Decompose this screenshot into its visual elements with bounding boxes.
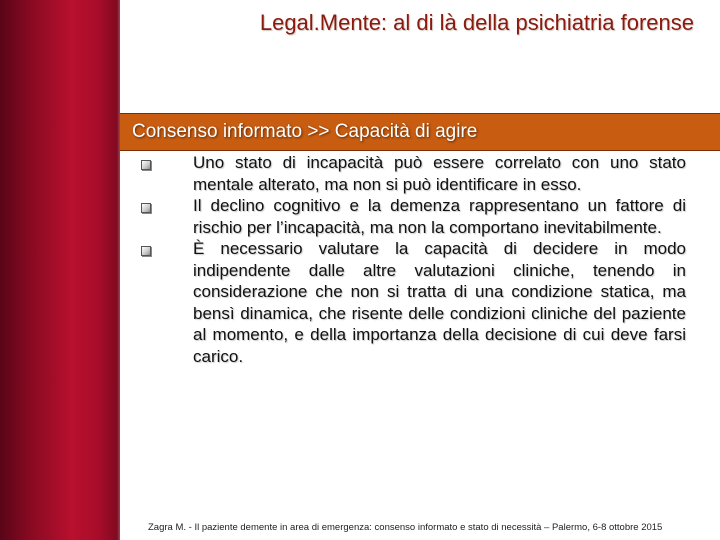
slide-title: Legal.Mente: al di là della psichiatria forense bbox=[259, 10, 694, 35]
slide-footer: Zagra M. - Il paziente demente in area di emergenza: consenso informato e stato di necessità – Palermo, 6-8 ottobre 2015 bbox=[148, 522, 663, 533]
bullet-item-1 bbox=[138, 152, 686, 195]
bullet-list bbox=[138, 152, 686, 367]
bullet-text-3: È necessario valutare la capacità di decidere in modo indipendente dalle altre valutazioni cliniche, tenendo in considerazione che non si tratta di una condizione statica, ma bensì dinamica, che risente delle condizioni cliniche del paziente al momento, e della importanza della decisione di cui deve farsi carico. bbox=[193, 239, 686, 366]
section-header-bar bbox=[120, 113, 720, 151]
bullet-item-2 bbox=[138, 195, 686, 238]
square-bullet-icon bbox=[141, 160, 151, 170]
square-bullet-icon bbox=[141, 203, 151, 213]
bullet-text-1: Uno stato di incapacità può essere correlato con uno stato mentale alterato, ma non si può identificare in esso. bbox=[193, 153, 686, 194]
square-bullet-icon bbox=[141, 246, 151, 256]
bullet-item-3 bbox=[138, 238, 686, 367]
section-header-text: Consenso informato >> Capacità di agire bbox=[132, 121, 478, 142]
decorative-side-band bbox=[0, 0, 120, 540]
bullet-text-2: Il declino cognitivo e la demenza rappresentano un fattore di rischio per l’incapacità, ma non la comportano inevitabilmente. bbox=[193, 196, 686, 237]
